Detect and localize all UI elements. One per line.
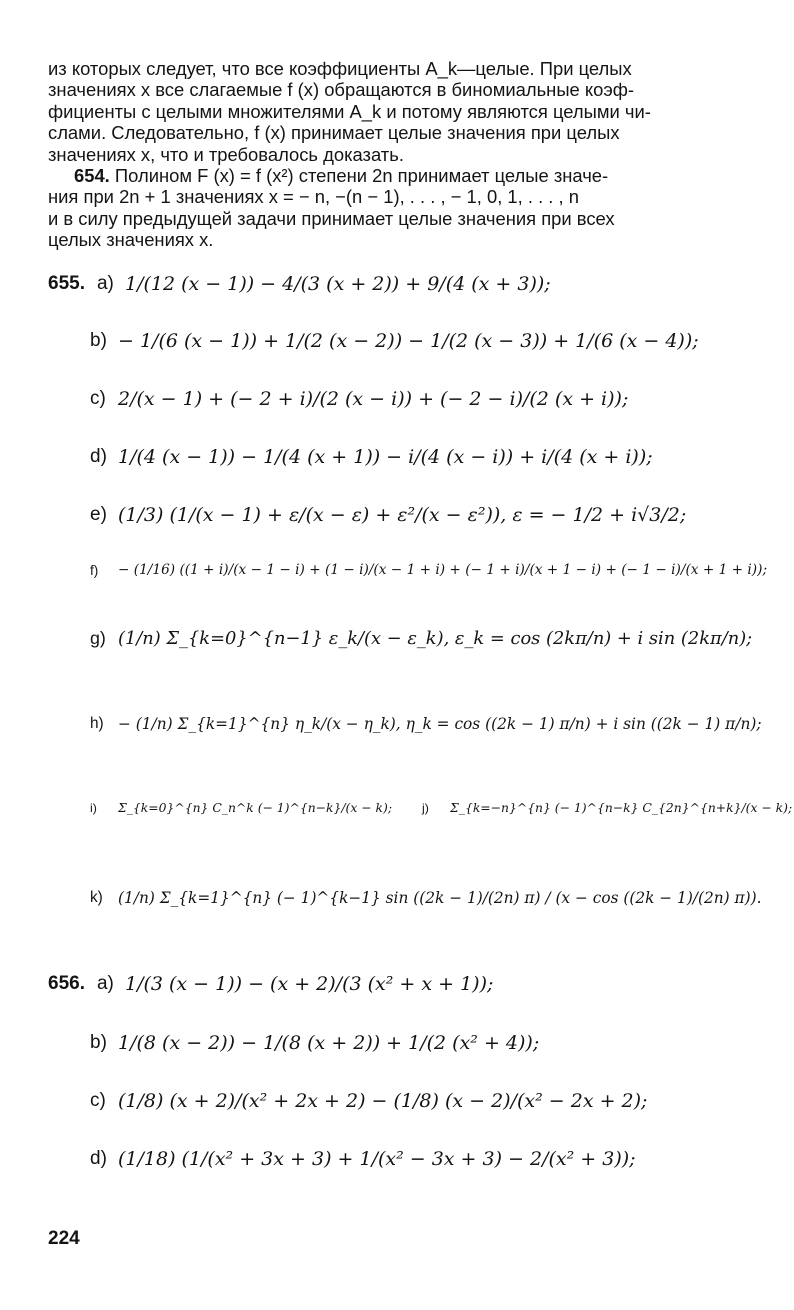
formula: − 1/(6 (x − 1)) + 1/(2 (x − 2)) − 1/(2 (x − 3)) + 1/(6 (x − 4));: [118, 330, 699, 353]
problem-number: 656.: [48, 973, 85, 995]
formula: 2/(x − 1) + (− 2 + i)/(2 (x − i)) + (− 2 − i)/(2 (x + i));: [118, 388, 629, 411]
formula: (1/18) (1/(x² + 3x + 3) + 1/(x² − 3x + 3) − 2/(x² + 3));: [118, 1148, 636, 1171]
formula: (1/n) Σ_{k=0}^{n−1} ε_k/(x − ε_k), ε_k = cos (2kπ/n) + i sin (2kπ/n);: [118, 627, 753, 649]
text-line: значениях x, что и требовалось доказать.: [48, 143, 404, 165]
item-label: g): [90, 627, 106, 648]
formula: − (1/16) ((1 + i)/(x − 1 − i) + (1 − i)/(x − 1 + i) + (− 1 + i)/(x + 1 − i) + (− 1 − i)/(x + 1 + i));: [118, 562, 768, 579]
formula: − (1/n) Σ_{k=1}^{n} η_k/(x − η_k), η_k = cos ((2k − 1) π/n) + i sin ((2k − 1) π/n);: [118, 715, 762, 734]
page-number: 224: [48, 1228, 80, 1249]
paragraph-continuation: [48, 58, 748, 165]
formula: 1/(3 (x − 1)) − (x + 2)/(3 (x² + x + 1));: [124, 973, 494, 996]
problem-655: [48, 257, 793, 949]
formula-item: [48, 681, 762, 769]
formula-item: [48, 597, 753, 681]
item-label: b): [90, 330, 107, 352]
text-line: и в силу предыдущей задачи принимает целые значения при всех: [48, 207, 615, 229]
formula: Σ_{k=0}^{n} C_n^k (− 1)^{n−k}/(x − k);: [118, 800, 393, 815]
page-body: [48, 58, 793, 1189]
item-label: a): [96, 273, 114, 295]
formula-item: [48, 769, 793, 849]
formula-item: [48, 257, 748, 313]
formula-item: [48, 955, 748, 1015]
formula: 1/(4 (x − 1)) − 1/(4 (x + 1)) − i/(4 (x − i)) + i/(4 (x + i));: [118, 446, 653, 469]
item-label: k): [90, 889, 103, 907]
paragraph-654: [48, 165, 748, 251]
item-label: j): [422, 800, 429, 815]
formula-item: [48, 1073, 748, 1131]
formula-item: [48, 1015, 748, 1073]
formula-item: [48, 849, 762, 949]
item-label: i): [90, 800, 97, 815]
formula-item: [48, 1131, 748, 1189]
text-line: ния при 2n + 1 значениях x = − n, −(n − 1), . . . , − 1, 0, 1, . . . , n: [48, 186, 579, 208]
problem-number: 654.: [74, 165, 110, 187]
item-label: e): [90, 504, 107, 526]
text-line: слами. Следовательно, f (x) принимает целые значения при целых: [48, 122, 620, 144]
formula: (1/n) Σ_{k=1}^{n} (− 1)^{k−1} sin ((2k − 1)/(2n) π) / (x − cos ((2k − 1)/(2n) π)).: [118, 889, 762, 908]
formula-item: [48, 429, 748, 487]
item-label: c): [90, 388, 106, 410]
formula: (1/3) (1/(x − 1) + ε/(x − ε) + ε²/(x − ε²)), ε = − 1/2 + i√3/2;: [118, 504, 687, 527]
formula: (1/8) (x + 2)/(x² + 2x + 2) − (1/8) (x − 2)/(x² − 2x + 2);: [118, 1090, 648, 1113]
text-line-content: Полином F (x) = f (x²) степени 2n принимает целые значе-: [114, 165, 609, 187]
problem-number: 655.: [48, 273, 85, 295]
text-line: из которых следует, что все коэффициенты A_k—целые. При целых: [48, 58, 632, 79]
formula: 1/(8 (x − 2)) − 1/(8 (x + 2)) + 1/(2 (x² + 4));: [118, 1032, 540, 1055]
item-label: d): [90, 1148, 107, 1170]
text-line: целых значениях x.: [48, 229, 214, 251]
formula: 1/(12 (x − 1)) − 4/(3 (x + 2)) + 9/(4 (x + 3));: [124, 273, 551, 296]
item-label: c): [90, 1090, 106, 1112]
formula-item: [48, 313, 748, 371]
text-line: [48, 165, 748, 186]
item-label: f): [90, 563, 99, 579]
item-label: d): [90, 446, 107, 468]
text-line: фициенты с целыми множителями A_k и потому являются целыми чи-: [48, 100, 651, 122]
item-label: a): [96, 973, 114, 995]
problem-656: [48, 955, 748, 1189]
formula-item: [48, 487, 748, 545]
formula-item: [48, 545, 768, 597]
item-label: b): [90, 1032, 107, 1054]
item-label: h): [90, 715, 104, 733]
text-line: значениях x все слагаемые f (x) обращаются в биномиальные коэф-: [48, 79, 635, 101]
formula: Σ_{k=−n}^{n} (− 1)^{n−k} C_{2n}^{n+k}/(x − k);: [450, 800, 793, 815]
formula-item: [48, 371, 748, 429]
